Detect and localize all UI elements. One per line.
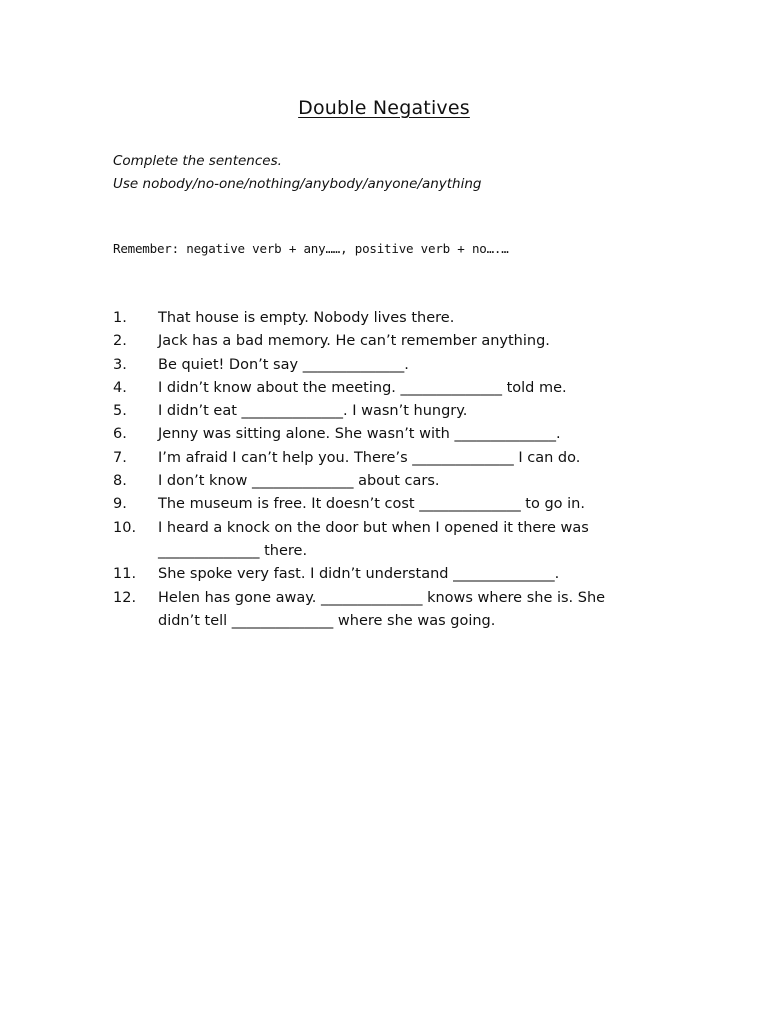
item-text: Jenny was sitting alone. She wasn’t with ______________. <box>158 426 561 443</box>
item-number: 7. <box>113 449 127 466</box>
page-title: Double Negatives <box>298 97 470 119</box>
item-text: I didn’t eat ______________. I wasn’t hungry. <box>158 403 468 420</box>
exercise-item-5 <box>113 400 673 423</box>
exercise-item-1 <box>113 307 673 330</box>
item-number: 11. <box>113 566 137 583</box>
item-text-continued: ______________ there. <box>158 542 308 559</box>
item-text: I didn’t know about the meeting. ______________ told me. <box>158 379 567 396</box>
exercise-item-7 <box>113 447 673 470</box>
item-text: The museum is free. It doesn’t cost ______________ to go in. <box>158 496 585 513</box>
exercise-item-6 <box>113 423 673 446</box>
exercise-item-9 <box>113 493 673 516</box>
item-number: 10. <box>113 519 137 536</box>
instruction-line-1: Complete the sentences. <box>113 153 282 169</box>
remember-note: Remember: negative verb + any……, positive verb + no….… <box>113 241 509 256</box>
item-text: That house is empty. Nobody lives there. <box>158 310 455 326</box>
item-text: Jack has a bad memory. He can’t remember anything. <box>158 333 550 350</box>
exercise-item-4 <box>113 377 673 400</box>
item-number: 5. <box>113 403 127 420</box>
item-text: I heard a knock on the door but when I opened it there was <box>158 519 589 536</box>
item-number: 9. <box>113 496 127 513</box>
item-number: 3. <box>113 356 127 373</box>
exercise-list <box>113 307 673 633</box>
item-number: 12. <box>113 589 137 606</box>
exercise-item-8 <box>113 470 673 493</box>
item-text: I’m afraid I can’t help you. There’s ______________ I can do. <box>158 449 581 466</box>
exercise-item-10 <box>113 517 673 564</box>
instruction-line-2: Use nobody/no-one/nothing/anybody/anyone/anything <box>113 176 482 192</box>
item-text: Helen has gone away. ______________ knows where she is. She <box>158 589 606 606</box>
exercise-item-3 <box>113 354 673 377</box>
item-number: 4. <box>113 379 127 396</box>
exercise-item-12 <box>113 587 673 634</box>
item-number: 6. <box>113 426 127 443</box>
item-text: Be quiet! Don’t say ______________. <box>158 356 409 373</box>
item-number: 2. <box>113 333 127 350</box>
exercise-item-11 <box>113 563 673 586</box>
item-number: 1. <box>113 310 127 326</box>
item-number: 8. <box>113 473 127 490</box>
item-text: I don’t know ______________ about cars. <box>158 473 440 490</box>
item-text-continued: didn’t tell ______________ where she was going. <box>158 612 496 629</box>
item-text: She spoke very fast. I didn’t understand ______________. <box>158 566 560 583</box>
exercise-item-2 <box>113 330 673 353</box>
